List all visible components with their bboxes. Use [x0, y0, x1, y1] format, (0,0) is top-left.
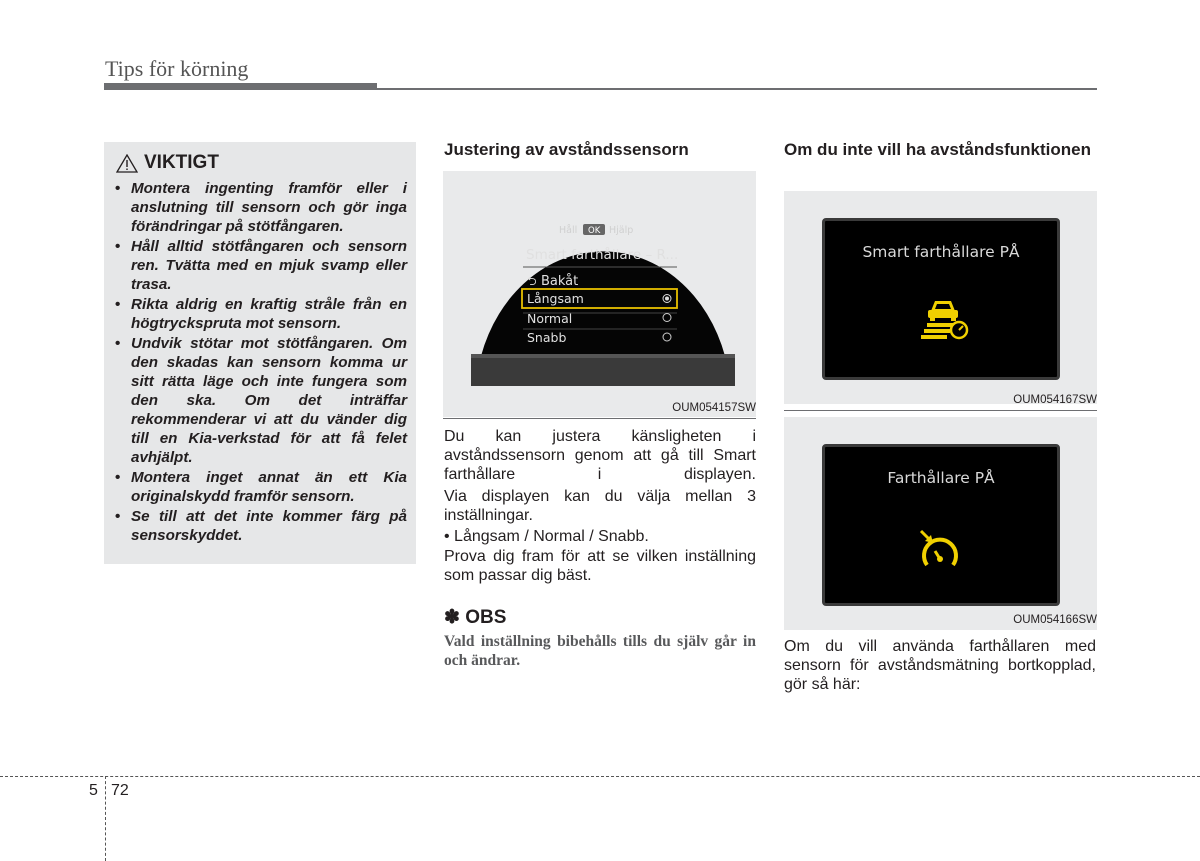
- bullet-text: Långsam / Normal / Snabb.: [454, 528, 649, 545]
- menu-back[interactable]: Bakåt: [541, 274, 579, 289]
- screen-message: Smart farthållare PÅ: [862, 243, 1020, 261]
- cruise-control-icon: [915, 529, 965, 579]
- radio-dot-icon: [665, 297, 669, 301]
- warning-item: • Montera inget annat än ett Kia originalskydd framför sensorn.: [114, 468, 407, 506]
- figure-smart-cruise: [784, 191, 1097, 404]
- page-number: 72: [111, 782, 129, 799]
- menu-title: Smart farthållare – R...: [526, 247, 679, 263]
- paragraph: Via displayen kan du välja mellan 3 inställningar.: [444, 488, 756, 524]
- cluster-display-illustration: [443, 171, 756, 417]
- option-normal[interactable]: Normal: [527, 311, 573, 326]
- screen-message: Farthållare PÅ: [887, 469, 995, 487]
- header-rule: [104, 88, 1097, 90]
- smart-cruise-icon: [921, 297, 971, 342]
- warning-heading: [116, 152, 219, 174]
- paragraph: Prova dig fram för att se vilken inställning som passar dig bäst.: [444, 548, 756, 584]
- bezel-highlight: [471, 354, 735, 358]
- top-bar-left: Håll: [559, 225, 578, 236]
- option-slow[interactable]: Långsam: [527, 291, 584, 306]
- figure-rule: [784, 410, 1097, 411]
- paragraph: Du kan justera känsligheten i avståndssensorn genom att gå till Smart farthållare i displayen.: [444, 428, 756, 483]
- warning-box: [104, 142, 416, 564]
- cluster-screen: [822, 218, 1060, 380]
- figure-sensor-menu: [443, 171, 756, 417]
- section-title: Tips för körning: [105, 56, 249, 81]
- warning-item: • Montera ingenting framför eller i anslutning till sensorn och gör inga förändringar på stötfångaren.: [114, 179, 407, 236]
- warning-triangle-icon: [116, 154, 138, 173]
- warning-item: • Undvik stötar mot stötfångaren. Om den skadas kan sensorn komma ur sitt rätta läge och inte fungera som den ska. Om det inträffar rekommenderar vi att du vänder dig till en Kia-verkstad för att få felet avhjälpt.: [114, 334, 407, 467]
- option-fast[interactable]: Snabb: [527, 330, 567, 345]
- display-bezel-bottom: [471, 354, 735, 386]
- warning-title: VIKTIGT: [144, 152, 219, 173]
- warning-item: • Rikta aldrig en kraftig stråle från en högtryckspruta mot sensorn.: [114, 295, 407, 333]
- footer-rule: [0, 776, 1200, 777]
- note-heading: ✽ OBS: [444, 607, 507, 628]
- bullet-item: • Långsam / Normal / Snabb.: [444, 528, 649, 545]
- warning-item: • Se till att det inte kommer färg på sensorskyddet.: [114, 507, 407, 545]
- warning-item: • Håll alltid stötfångaren och sensorn ren. Tvätta med en mjuk svamp eller trasa.: [114, 237, 407, 294]
- cluster-screen: [822, 444, 1060, 606]
- figure-caption: OUM054166SW: [1013, 614, 1097, 626]
- figure-caption: OUM054157SW: [672, 402, 756, 414]
- section-heading-disable: Om du inte vill ha avståndsfunktionen: [784, 140, 1091, 159]
- note-text: Vald inställning bibehålls tills du själv går in och ändrar.: [444, 633, 756, 669]
- section-heading-adjust: Justering av avståndssensorn: [444, 140, 689, 159]
- chapter-number: 5: [89, 782, 98, 799]
- back-arrow-icon: ⮌: [527, 274, 537, 288]
- top-bar-ok: OK: [588, 226, 601, 236]
- warning-list: [114, 179, 407, 546]
- figure-caption: OUM054167SW: [1013, 394, 1097, 406]
- paragraph: Om du vill använda farthållaren med sensorn för avståndsmätning bortkopplad, gör så här:: [784, 638, 1096, 693]
- figure-cruise: [784, 417, 1097, 630]
- top-bar-right: Hjälp: [609, 225, 634, 236]
- footer-vertical-rule: [105, 776, 106, 861]
- figure-rule: [443, 418, 756, 419]
